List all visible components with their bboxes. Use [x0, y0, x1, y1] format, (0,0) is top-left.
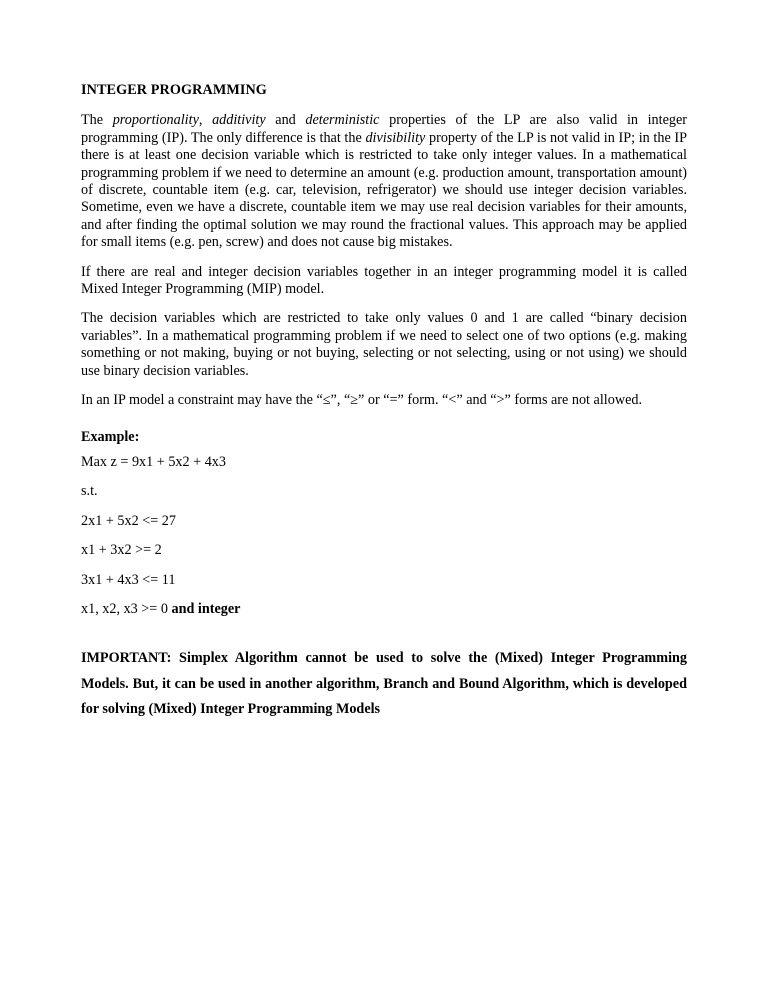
- document-page: [81, 82, 687, 723]
- intro-text-5: property of the LP is not valid in IP; in the IP there is at least one decision variable which is restricted to take only integer values. In a mathematical programming problem if we need to determine an amount (e.g. production amount, transportation amount) of discrete, countable item (e.g. car, television, refrigerator) we should use integer decision variables. Sometime, even we have a discrete, countable item we may use real decision variables for their amounts, and after finding the optimal solution we may round the fractional values. This approach may be applied for small items (e.g. pen, screw) and does not cause big mistakes.: [81, 129, 688, 251]
- objective-function: Max z = 9x1 + 5x2 + 4x3: [81, 453, 226, 470]
- subject-to-label: s.t.: [81, 483, 98, 500]
- constraint-2: x1 + 3x2 >= 2: [81, 542, 162, 559]
- mip-paragraph: If there are real and integer decision variables together in an integer programming model it is called Mixed Integer Programming (MIP) model.: [81, 263, 687, 298]
- intro-text-2: ,: [198, 112, 213, 129]
- nonnegativity-text: x1, x2, x3 >= 0: [81, 600, 172, 617]
- constraint-form-paragraph: In an IP model a constraint may have the “≤”, “≥” or “=” form. “<” and “>” forms are not allowed.: [81, 392, 643, 409]
- intro-text-4: properties of the LP are also valid in integer programming (IP). The only difference is that the: [81, 112, 687, 146]
- example-heading: Example:: [81, 428, 140, 445]
- intro-text-3: and: [265, 112, 306, 129]
- document-title: INTEGER PROGRAMMING: [81, 82, 267, 98]
- constraint-1: 2x1 + 5x2 <= 27: [81, 512, 176, 529]
- term-additivity: additivity: [212, 112, 266, 129]
- term-deterministic: deterministic: [305, 112, 380, 129]
- constraint-3: 3x1 + 4x3 <= 11: [81, 571, 176, 588]
- term-divisibility: divisibility: [365, 129, 426, 146]
- term-proportionality: proportionality: [112, 112, 199, 129]
- important-note: IMPORTANT: Simplex Algorithm cannot be used to solve the (Mixed) Integer Programming Models. But, it can be used in another algorithm, Branch and Bound Algorithm, which is developed for solving (Mixed) Integer Programming Models: [81, 650, 687, 718]
- binary-paragraph: The decision variables which are restricted to take only values 0 and 1 are called “binary decision variables”. In a mathematical programming problem if we need to select one of two options (e.g. making something or not making, buying or not buying, selecting or not selecting, using or not using) we should use binary decision variables.: [81, 310, 687, 379]
- nonnegativity-constraint: [81, 601, 687, 618]
- integer-requirement: and integer: [171, 600, 241, 617]
- intro-paragraph: [81, 112, 687, 251]
- intro-text-1: The: [81, 112, 113, 129]
